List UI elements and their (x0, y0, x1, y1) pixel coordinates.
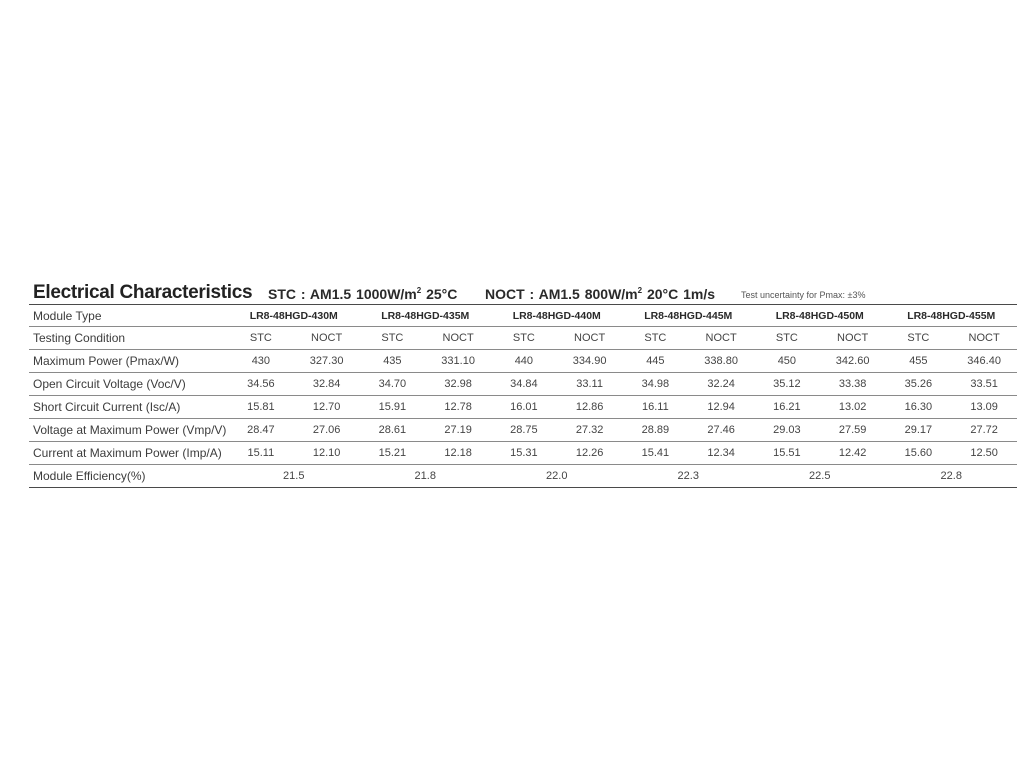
table-cell: 346.40 (951, 350, 1017, 373)
table-cell: 15.31 (491, 442, 557, 465)
stc-header: STC (360, 327, 426, 350)
row-label: Current at Maximum Power (Imp/A) (29, 442, 228, 465)
table-cell: 33.11 (557, 373, 623, 396)
table-cell: 27.32 (557, 419, 623, 442)
open-circuit-voltage-row (29, 373, 1017, 396)
noct-header: NOCT (425, 327, 491, 350)
table-cell: 12.50 (951, 442, 1017, 465)
table-cell: 35.26 (886, 373, 952, 396)
table-cell: 32.24 (688, 373, 754, 396)
table-cell: 455 (886, 350, 952, 373)
table-cell: 12.10 (294, 442, 360, 465)
table-cell: 12.26 (557, 442, 623, 465)
noct-header: NOCT (294, 327, 360, 350)
module-type-row (29, 305, 1017, 327)
test-uncertainty-note: Test uncertainty for Pmax: ±3% (741, 290, 866, 300)
max-power-row (29, 350, 1017, 373)
stc-header: STC (886, 327, 952, 350)
table-cell: 32.98 (425, 373, 491, 396)
table-cell: 15.41 (623, 442, 689, 465)
section-title: Electrical Characteristics (33, 282, 253, 303)
model-header: LR8-48HGD-435M (360, 305, 492, 327)
efficiency-cell: 21.8 (360, 465, 492, 488)
table-cell: 16.21 (754, 396, 820, 419)
table-cell: 34.56 (228, 373, 294, 396)
table-cell: 16.30 (886, 396, 952, 419)
table-cell: 34.84 (491, 373, 557, 396)
table-cell: 12.70 (294, 396, 360, 419)
row-label: Open Circuit Voltage (Voc/V) (29, 373, 228, 396)
table-cell: 16.01 (491, 396, 557, 419)
table-cell: 33.51 (951, 373, 1017, 396)
efficiency-cell: 22.5 (754, 465, 886, 488)
model-header: LR8-48HGD-445M (623, 305, 755, 327)
table-cell: 29.03 (754, 419, 820, 442)
table-cell: 27.72 (951, 419, 1017, 442)
voltage-max-power-row (29, 419, 1017, 442)
table-cell: 12.18 (425, 442, 491, 465)
table-cell: 29.17 (886, 419, 952, 442)
stc-header: STC (623, 327, 689, 350)
table-cell: 331.10 (425, 350, 491, 373)
table-cell: 28.89 (623, 419, 689, 442)
stc-header: STC (754, 327, 820, 350)
table-cell: 27.06 (294, 419, 360, 442)
table-cell: 13.02 (820, 396, 886, 419)
row-label: Maximum Power (Pmax/W) (29, 350, 228, 373)
table-cell: 435 (360, 350, 426, 373)
electrical-spec-table (29, 305, 1017, 488)
noct-header: NOCT (820, 327, 886, 350)
table-cell: 334.90 (557, 350, 623, 373)
model-header: LR8-48HGD-440M (491, 305, 623, 327)
module-type-label: Module Type (29, 305, 228, 327)
table-cell: 15.81 (228, 396, 294, 419)
table-cell: 15.11 (228, 442, 294, 465)
stc-condition-text: STC : AM1.5 1000W/m (268, 286, 417, 302)
table-cell: 16.11 (623, 396, 689, 419)
table-cell: 27.59 (820, 419, 886, 442)
table-cell: 32.84 (294, 373, 360, 396)
noct-header: NOCT (557, 327, 623, 350)
model-header: LR8-48HGD-430M (228, 305, 360, 327)
table-cell: 12.78 (425, 396, 491, 419)
table-cell: 15.21 (360, 442, 426, 465)
stc-condition (268, 286, 457, 302)
stc-condition-temp: 25°C (421, 286, 458, 302)
table-cell: 450 (754, 350, 820, 373)
table-cell: 342.60 (820, 350, 886, 373)
efficiency-cell: 22.0 (491, 465, 623, 488)
efficiency-cell: 22.3 (623, 465, 755, 488)
table-cell: 15.91 (360, 396, 426, 419)
noct-condition-sup: 2 (637, 286, 643, 295)
table-cell: 430 (228, 350, 294, 373)
table-cell: 28.75 (491, 419, 557, 442)
stc-condition-sup: 2 (416, 286, 422, 295)
table-cell: 27.46 (688, 419, 754, 442)
noct-condition-text: NOCT : AM1.5 800W/m (485, 286, 638, 302)
short-circuit-current-row (29, 396, 1017, 419)
table-cell: 13.09 (951, 396, 1017, 419)
table-cell: 33.38 (820, 373, 886, 396)
module-efficiency-row (29, 465, 1017, 488)
table-cell: 27.19 (425, 419, 491, 442)
noct-header: NOCT (688, 327, 754, 350)
efficiency-cell: 21.5 (228, 465, 360, 488)
table-cell: 28.47 (228, 419, 294, 442)
stc-header: STC (491, 327, 557, 350)
table-cell: 35.12 (754, 373, 820, 396)
row-label: Module Efficiency(%) (29, 465, 228, 488)
table-cell: 15.51 (754, 442, 820, 465)
model-header: LR8-48HGD-455M (886, 305, 1018, 327)
stc-header: STC (228, 327, 294, 350)
model-header: LR8-48HGD-450M (754, 305, 886, 327)
electrical-characteristics-section (29, 282, 1017, 488)
current-max-power-row (29, 442, 1017, 465)
table-cell: 440 (491, 350, 557, 373)
table-cell: 28.61 (360, 419, 426, 442)
table-cell: 445 (623, 350, 689, 373)
row-label: Voltage at Maximum Power (Vmp/V) (29, 419, 228, 442)
table-cell: 12.42 (820, 442, 886, 465)
table-cell: 34.98 (623, 373, 689, 396)
noct-header: NOCT (951, 327, 1017, 350)
efficiency-cell: 22.8 (886, 465, 1018, 488)
table-cell: 12.94 (688, 396, 754, 419)
testing-condition-row (29, 327, 1017, 350)
table-cell: 34.70 (360, 373, 426, 396)
table-cell: 15.60 (886, 442, 952, 465)
table-cell: 12.86 (557, 396, 623, 419)
noct-condition-temp: 20°C 1m/s (642, 286, 716, 302)
section-header (29, 282, 1017, 304)
table-cell: 338.80 (688, 350, 754, 373)
noct-condition (485, 286, 715, 302)
testing-condition-label: Testing Condition (29, 327, 228, 350)
row-label: Short Circuit Current (Isc/A) (29, 396, 228, 419)
table-cell: 12.34 (688, 442, 754, 465)
table-cell: 327.30 (294, 350, 360, 373)
